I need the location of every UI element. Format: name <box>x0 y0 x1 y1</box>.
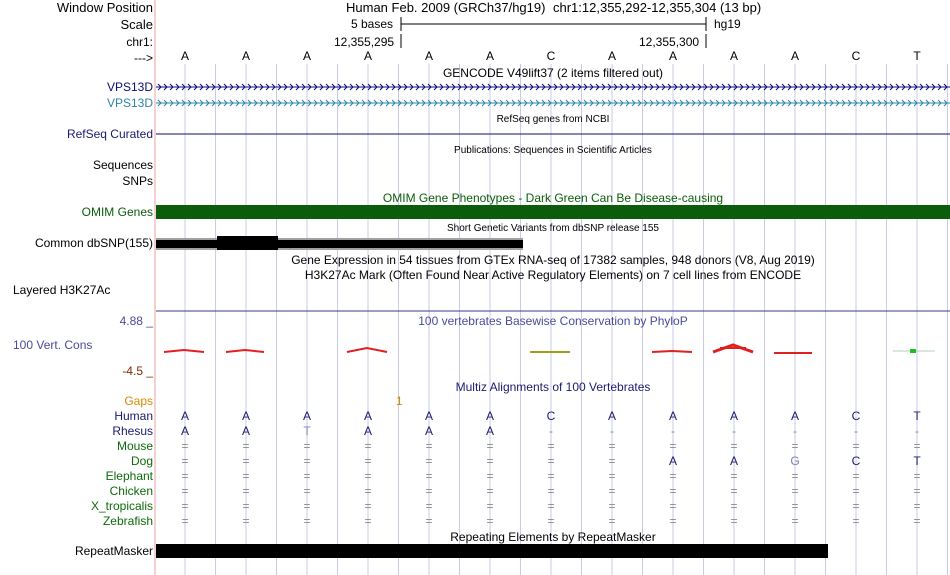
multiz-base: = <box>852 484 860 498</box>
base-letter: A <box>241 49 250 63</box>
multiz-base: = <box>791 469 799 483</box>
multiz-base: = <box>486 469 494 483</box>
multiz-base: = <box>547 499 555 513</box>
multiz-base: = <box>303 514 311 528</box>
multiz-base: C <box>851 409 861 423</box>
multiz-base: = <box>608 484 616 498</box>
multiz-base: = <box>608 499 616 513</box>
multiz-base: = <box>669 469 677 483</box>
multiz-base: = <box>852 469 860 483</box>
multiz-base: A <box>180 409 189 423</box>
multiz-base: = <box>425 499 433 513</box>
publications-snps-label[interactable]: SNPs <box>122 174 153 188</box>
repeatmasker-track-title[interactable]: Repeating Elements by RepeatMasker <box>450 530 656 544</box>
multiz-base: G <box>790 454 800 468</box>
base-letter: A <box>729 49 738 63</box>
multiz-base: A <box>485 424 494 438</box>
multiz-base: A <box>302 409 311 423</box>
h3k27ac-track-label[interactable]: Layered H3K27Ac <box>13 283 111 297</box>
multiz-base: = <box>181 484 189 498</box>
omim-track-label[interactable]: OMIM Genes <box>81 205 153 219</box>
multiz-base: A <box>180 424 189 438</box>
multiz-base: - <box>915 424 919 438</box>
gencode-transcript-1 <box>156 84 950 90</box>
multiz-base: = <box>669 514 677 528</box>
multiz-base: = <box>852 514 860 528</box>
base-letter: C <box>546 49 556 63</box>
dbsnp-track-label[interactable]: Common dbSNP(155) <box>34 236 153 250</box>
db-name: hg19 <box>714 17 741 31</box>
multiz-base: A <box>241 409 250 423</box>
multiz-base: = <box>181 514 189 528</box>
multiz-base: - <box>671 424 675 438</box>
publications-sequences-label[interactable]: Sequences <box>92 158 153 172</box>
gencode-item-2[interactable]: VPS13D <box>106 96 153 110</box>
refseq-track-title[interactable]: RefSeq genes from NCBI <box>496 114 610 125</box>
base-letter: A <box>180 49 189 63</box>
multiz-base: A <box>607 409 616 423</box>
multiz-base: - <box>854 424 858 438</box>
multiz-species-label: Dog <box>130 454 153 468</box>
multiz-base: = <box>364 439 372 453</box>
multiz-base: = <box>303 499 311 513</box>
multiz-base: = <box>242 499 250 513</box>
multiz-base: = <box>852 439 860 453</box>
multiz-base: = <box>730 439 738 453</box>
multiz-gap-count: 1 <box>396 394 403 408</box>
gtex-track-title[interactable]: Gene Expression in 54 tissues from GTEx RNA-seq of 17382 samples, 948 donors (V8, Aug 2019) <box>291 253 815 267</box>
multiz-base: = <box>303 484 311 498</box>
multiz-species-label: Elephant <box>105 469 153 483</box>
repeatmasker-track-label[interactable]: RepeatMasker <box>74 544 153 558</box>
phylop-track-label[interactable]: 100 Vert. Cons <box>13 338 93 352</box>
multiz-base: = <box>547 454 555 468</box>
dbsnp-variant-bar <box>156 236 523 250</box>
multiz-base: = <box>608 439 616 453</box>
multiz-base: - <box>793 424 797 438</box>
publications-track-title[interactable]: Publications: Sequences in Scientific Articles <box>454 145 652 156</box>
multiz-base: = <box>303 439 311 453</box>
multiz-base: C <box>546 409 556 423</box>
multiz-base: = <box>242 454 250 468</box>
base-letter: C <box>851 49 861 63</box>
gencode-transcript-2 <box>156 100 950 106</box>
multiz-base: = <box>425 439 433 453</box>
multiz-base: = <box>547 484 555 498</box>
multiz-base: A <box>668 409 677 423</box>
multiz-base: - <box>549 424 553 438</box>
multiz-species-label: Zebrafish <box>102 514 153 528</box>
multiz-base: = <box>364 469 372 483</box>
base-letter: A <box>302 49 311 63</box>
multiz-base: = <box>730 469 738 483</box>
multiz-base: A <box>729 454 738 468</box>
scale-label: Scale <box>120 17 153 32</box>
multiz-base: = <box>791 484 799 498</box>
multiz-base: A <box>241 424 250 438</box>
multiz-gaps-label: Gaps <box>124 394 153 408</box>
multiz-base: = <box>425 484 433 498</box>
omim-track-title[interactable]: OMIM Gene Phenotypes - Dark Green Can Be Disease-causing <box>382 191 724 205</box>
multiz-base: = <box>547 469 555 483</box>
multiz-base: = <box>669 499 677 513</box>
multiz-base: = <box>425 469 433 483</box>
multiz-base: = <box>852 499 860 513</box>
multiz-base: = <box>303 469 311 483</box>
base-letter: A <box>668 49 677 63</box>
multiz-species-label: Chicken <box>109 484 153 498</box>
multiz-species-label: X_tropicalis <box>90 499 153 513</box>
multiz-base: = <box>913 439 921 453</box>
multiz-base: = <box>608 514 616 528</box>
multiz-base: = <box>730 484 738 498</box>
multiz-base: A <box>668 454 677 468</box>
gencode-item-1[interactable]: VPS13D <box>106 80 153 94</box>
multiz-base: = <box>242 514 250 528</box>
multiz-base: = <box>791 514 799 528</box>
coord-left: 12,355,295 <box>334 35 395 49</box>
multiz-base: = <box>425 514 433 528</box>
base-letter: A <box>790 49 799 63</box>
multiz-base: = <box>486 484 494 498</box>
multiz-base: A <box>363 424 372 438</box>
multiz-base: = <box>425 454 433 468</box>
multiz-base: = <box>608 469 616 483</box>
multiz-species-label: Human <box>114 409 153 423</box>
multiz-base: = <box>181 439 189 453</box>
multiz-base: = <box>486 499 494 513</box>
multiz-base: = <box>303 454 311 468</box>
refseq-track-label[interactable]: RefSeq Curated <box>66 127 153 141</box>
h3k27ac-track-title[interactable]: H3K27Ac Mark (Often Found Near Active Regulatory Elements) on 7 cell lines from ENCODE <box>304 268 802 282</box>
multiz-base: = <box>242 469 250 483</box>
position-range[interactable]: chr1:12,355,292-12,355,304 (13 bp) <box>553 0 762 15</box>
multiz-base: - <box>610 424 614 438</box>
multiz-base: = <box>486 514 494 528</box>
multiz-base: = <box>242 484 250 498</box>
multiz-base: A <box>424 424 433 438</box>
multiz-base: - <box>732 424 736 438</box>
multiz-base: = <box>730 514 738 528</box>
multiz-base: = <box>913 484 921 498</box>
multiz-base: = <box>181 454 189 468</box>
multiz-base: T <box>913 409 921 423</box>
multiz-base: A <box>424 409 433 423</box>
multiz-base: C <box>851 454 861 468</box>
multiz-base: = <box>608 454 616 468</box>
multiz-base: = <box>364 499 372 513</box>
multiz-base: = <box>669 439 677 453</box>
multiz-base: = <box>913 469 921 483</box>
multiz-base: = <box>791 499 799 513</box>
repeatmasker-bar <box>156 544 828 558</box>
multiz-base: = <box>486 439 494 453</box>
multiz-base: A <box>485 409 494 423</box>
multiz-base: = <box>181 499 189 513</box>
multiz-base: = <box>913 514 921 528</box>
multiz-base: = <box>913 499 921 513</box>
multiz-base: A <box>363 409 372 423</box>
omim-gene-bar <box>156 205 950 219</box>
phylop-min-value: -4.5 _ <box>122 364 153 378</box>
multiz-species-label: Mouse <box>116 439 153 453</box>
multiz-track-title[interactable]: Multiz Alignments of 100 Vertebrates <box>455 380 651 394</box>
multiz-base: = <box>547 439 555 453</box>
multiz-base: = <box>364 454 372 468</box>
base-letter: A <box>485 49 494 63</box>
multiz-base: = <box>669 484 677 498</box>
multiz-base: A <box>729 409 738 423</box>
base-letter: T <box>913 49 921 63</box>
multiz-base: A <box>790 409 799 423</box>
assembly-name: Human Feb. 2009 (GRCh37/hg19) <box>346 0 546 15</box>
multiz-base: = <box>181 469 189 483</box>
scale-bar <box>401 17 706 31</box>
phylop-max-value: 4.88 _ <box>119 314 153 328</box>
direction-arrow-label: ---> <box>134 51 153 65</box>
dbsnp-track-title[interactable]: Short Genetic Variants from dbSNP release 155 <box>447 223 659 234</box>
chrom-label: chr1: <box>126 35 153 49</box>
coord-right: 12,355,300 <box>639 35 700 49</box>
multiz-species-label: Rhesus <box>112 424 153 438</box>
multiz-base: T <box>303 424 311 438</box>
multiz-base: = <box>486 454 494 468</box>
multiz-base: = <box>242 439 250 453</box>
multiz-base: T <box>913 454 921 468</box>
multiz-base: = <box>364 514 372 528</box>
multiz-base: = <box>791 439 799 453</box>
phylop-track-title[interactable]: 100 vertebrates Basewise Conservation by PhyloP <box>418 314 688 328</box>
multiz-base: = <box>547 514 555 528</box>
base-letter: A <box>607 49 616 63</box>
scale-bases-text: 5 bases <box>351 17 394 31</box>
window-position-label: Window Position <box>56 0 153 15</box>
phylop-conservation-plot <box>164 345 935 353</box>
gencode-track-title[interactable]: GENCODE V49lift37 (2 items filtered out) <box>442 66 664 80</box>
multiz-base: = <box>364 484 372 498</box>
base-letter: A <box>424 49 433 63</box>
base-letter: A <box>363 49 372 63</box>
multiz-base: = <box>730 499 738 513</box>
